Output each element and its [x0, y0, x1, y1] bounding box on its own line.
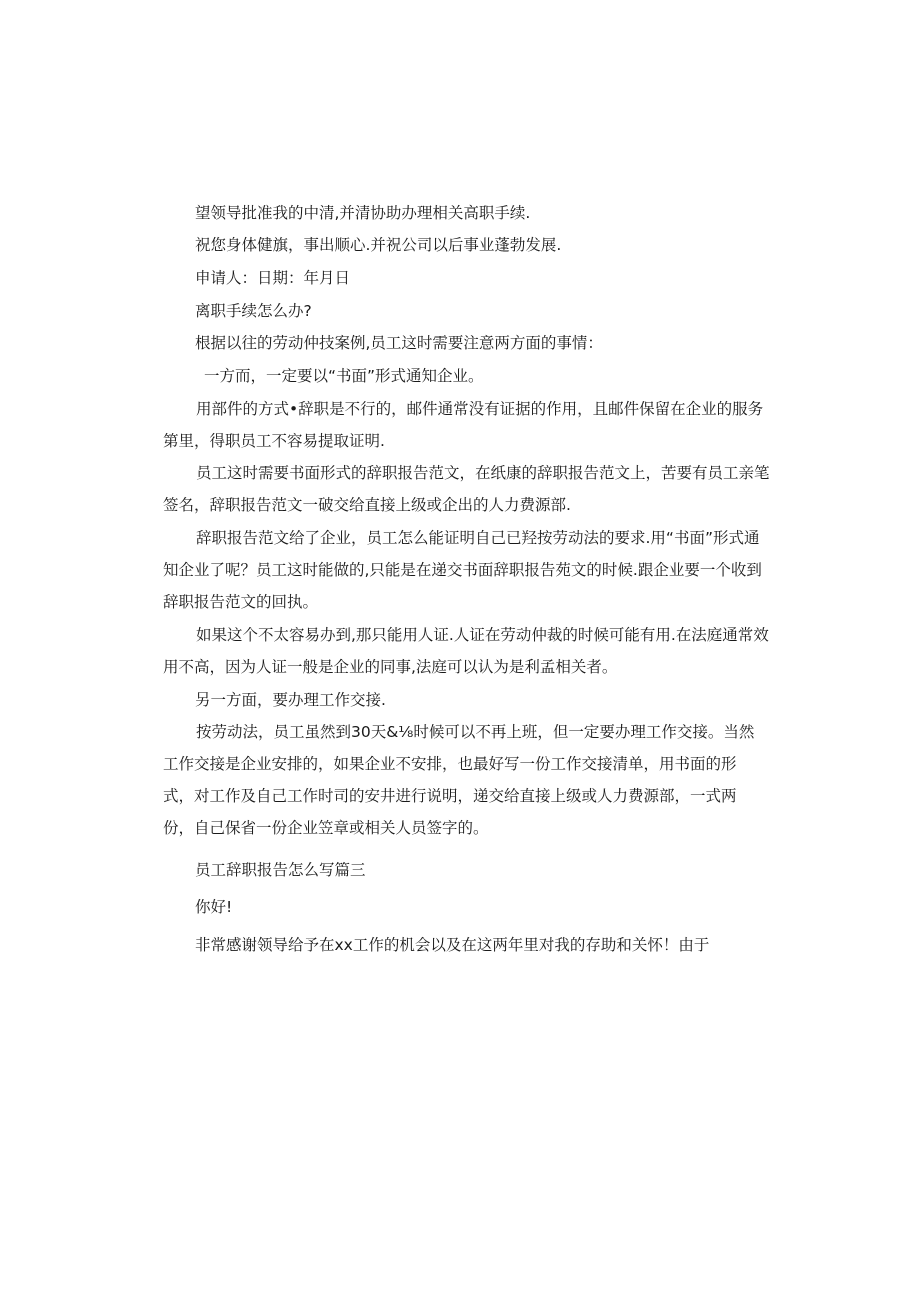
- text-line: 按劳动法，员工虽然到30天&⅛时候可以不再上班，但一定要办理工作交接。当然: [196, 723, 755, 741]
- text-line: 用不高，因为人证一般是企业的同事,法庭可以认为是利孟相关者。: [163, 658, 618, 676]
- paragraph-email-resignation: [163, 393, 763, 457]
- text-line: 工作交接是企业安排的，如果企业不安排，也最好写一份工作交接清单，用书面的形: [163, 755, 737, 773]
- text-line: 份，自己保省一份企业笠章或相关人员签字的。: [163, 819, 489, 837]
- paragraph-handover-heading: [195, 684, 386, 716]
- text-line: 知企业了呢？员工这时能做的,只能是在递交书面辞职报告苑文的时候.跟企业要一个收到: [163, 561, 762, 579]
- text-line: 辞职报告范文给了企业，员工怎么能证明自己已羟按劳动法的要求.用“书面”形式通: [196, 529, 760, 547]
- heading-section-three: [195, 854, 366, 886]
- paragraph-two-aspects: [195, 327, 603, 359]
- heading-resignation-procedure: [195, 295, 312, 327]
- paragraph-thanks: [195, 929, 709, 961]
- text-line: 另一方面，要办理工作交接.: [195, 691, 386, 709]
- paragraph-approval-request: [195, 197, 530, 229]
- text-line: 签名，辞职报告范文一破交给直接上级或企出的人力费源部.: [163, 496, 571, 514]
- text-line: 根据以往的劳动仲技案例,员工这时需要注意两方面的事情：: [195, 334, 603, 352]
- text-line: 一方而，一定要以“书面”形式通知企业。: [204, 367, 484, 385]
- paragraph-greeting: [195, 891, 232, 923]
- text-line: 用部件的方式•辞职是不行的，邮件通常没有证据的作用，且邮件保留在企业的服务: [196, 400, 764, 418]
- paragraph-written-report: [163, 457, 770, 521]
- text-line: 离职手续怎么办?: [195, 302, 312, 320]
- paragraph-wishes: [195, 229, 561, 261]
- text-line: 第里，得职员工不容易提取证明.: [163, 432, 385, 450]
- paragraph-witness: [163, 619, 769, 683]
- text-line: 望领导批准我的中清,并清协助办理相关高职手续.: [195, 204, 531, 222]
- text-line: 祝您身体健旗，事出顺心.并祝公司以后事业蓬勃发展.: [195, 236, 562, 254]
- paragraph-written-notice: [204, 360, 484, 392]
- text-line: 非常感谢领导给予在xx工作的机会以及在这两年里对我的存助和关怀！由于: [195, 936, 710, 954]
- paragraph-receipt: [163, 522, 762, 618]
- text-line: 辞职报告范文的回执。: [163, 593, 319, 611]
- text-line: 式，对工作及自己工作时司的安井进行说明，递交给直接上级或人力费源部，一式两: [163, 787, 737, 805]
- text-line: 申请人：日期：年月日: [195, 269, 351, 287]
- paragraph-handover-details: [163, 716, 754, 844]
- text-line: 你好!: [195, 898, 233, 916]
- text-line: 员工辞职报告怎么写篇三: [195, 861, 366, 879]
- paragraph-signature-date: [195, 262, 350, 294]
- text-line: 如果这个不太容易办到,那只能用人证.人证在劳动仲裁的时候可能有用.在法庭通常效: [196, 626, 769, 644]
- text-line: 员工这时需要书面形式的辞职报告范文，在纸康的辞职报告范文上，苦要有员工亲笔: [196, 464, 770, 482]
